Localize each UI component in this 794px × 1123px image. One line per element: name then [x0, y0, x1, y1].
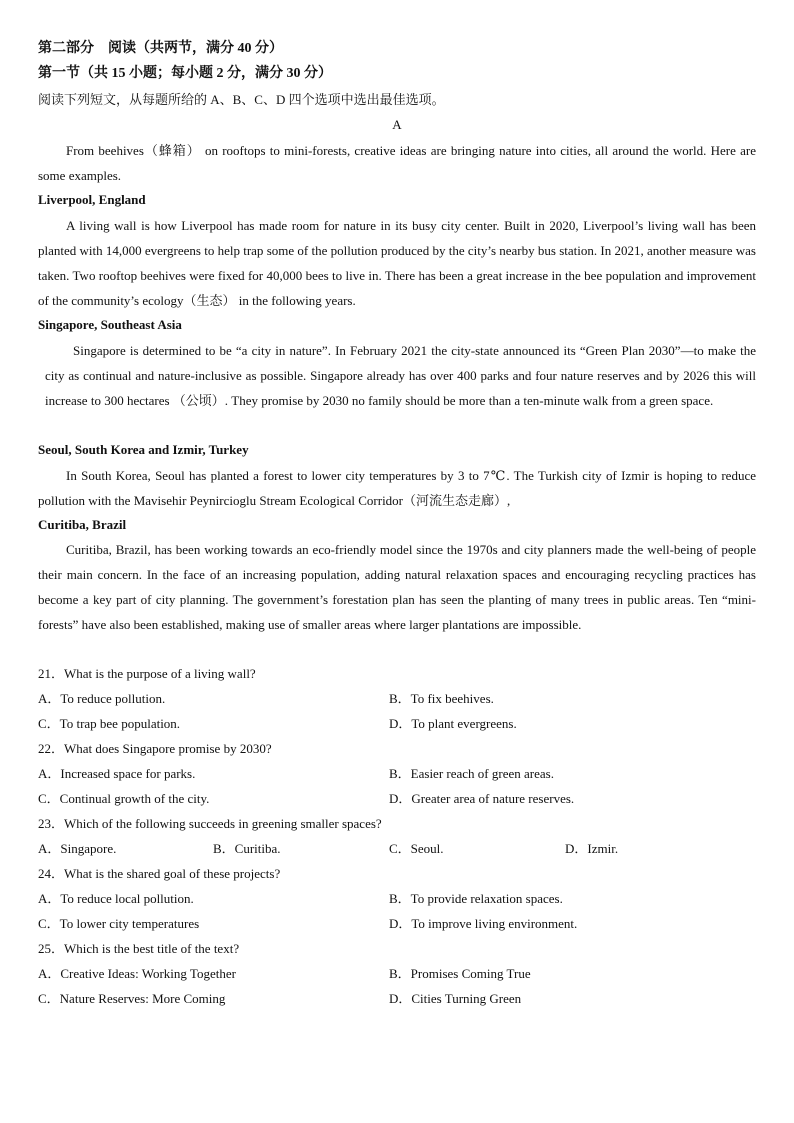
- passage-label: A: [392, 117, 402, 132]
- question-24-option-d[interactable]: D．To improve living environment.: [389, 916, 578, 931]
- question-24-stem: 24．What is the shared goal of these projects?: [38, 866, 281, 881]
- question-24-option-b[interactable]: B．To provide relaxation spaces.: [389, 891, 563, 906]
- question-22-option-d[interactable]: D．Greater area of nature reserves.: [389, 791, 575, 806]
- question-25-option-b[interactable]: B．Promises Coming True: [389, 966, 531, 981]
- question-23-option-a[interactable]: A．Singapore.: [38, 841, 117, 856]
- question-23-option-b[interactable]: B．Curitiba.: [213, 841, 281, 856]
- question-25-option-d[interactable]: D．Cities Turning Green: [389, 991, 522, 1006]
- question-24-option-c[interactable]: C．To lower city temperatures: [38, 916, 200, 931]
- question-22-option-b[interactable]: B．Easier reach of green areas.: [389, 766, 554, 781]
- section-heading-seoul-izmir: Seoul, South Korea and Izmir, Turkey: [38, 442, 249, 457]
- section-heading-singapore: Singapore, Southeast Asia: [38, 317, 182, 332]
- question-21-option-c[interactable]: C．To trap bee population.: [38, 716, 181, 731]
- section-heading: 第一节（共 15 小题；每小题 2 分，满分 30 分）: [38, 66, 332, 81]
- question-22-option-c[interactable]: C．Continual growth of the city.: [38, 791, 210, 806]
- question-21-option-d[interactable]: D．To plant evergreens.: [389, 716, 517, 731]
- intro-text: From beehives（蜂箱） on rooftops to mini-forests, creative ideas are bringing nature into cities, all around the world. Here are some examples.: [38, 143, 756, 183]
- question-22-option-a[interactable]: A．Increased space for parks.: [38, 766, 196, 781]
- section-body-liverpool: [38, 213, 756, 313]
- section-body-curitiba: [38, 537, 756, 637]
- liverpool-text: A living wall is how Liverpool has made room for nature in its busy city center. Built in 2020, Liverpool’s living wall has been planted with 14,000 evergreens to help trap some of the pollution produced by the city’s nearby bus station. In 2021, another measure was taken. Two rooftop beehives were fixed for 40,000 bees to live in. There has been a great increase in the bee population and improvement of the community’s ecology（生态） in the following years.: [38, 218, 756, 308]
- question-25-option-a[interactable]: A．Creative Ideas: Working Together: [38, 966, 236, 981]
- question-21-option-b[interactable]: B．To fix beehives.: [389, 691, 494, 706]
- section-heading-curitiba: Curitiba, Brazil: [38, 517, 127, 532]
- section-heading-liverpool: Liverpool, England: [38, 192, 146, 207]
- seoul-izmir-text: In South Korea, Seoul has planted a forest to lower city temperatures by 3 to 7℃. The Turkish city of Izmir is hoping to reduce pollution with the Mavisehir Peynircioglu Stream Ecological Corridor（河流生态走廊）,: [38, 468, 756, 508]
- question-23-stem: 23．Which of the following succeeds in greening smaller spaces?: [38, 816, 382, 831]
- question-24-option-a[interactable]: A．To reduce local pollution.: [38, 891, 194, 906]
- question-25-option-c[interactable]: C．Nature Reserves: More Coming: [38, 991, 226, 1006]
- question-22-stem: 22．What does Singapore promise by 2030?: [38, 741, 272, 756]
- question-23-option-d[interactable]: D．Izmir.: [565, 841, 619, 856]
- part-heading: 第二部分 阅读（共两节，满分 40 分）: [38, 41, 283, 56]
- section-body-seoul-izmir: [38, 463, 756, 513]
- question-21-option-a[interactable]: A．To reduce pollution.: [38, 691, 166, 706]
- section-body-singapore: [45, 338, 756, 413]
- question-25-stem: 25．Which is the best title of the text?: [38, 941, 240, 956]
- question-21-stem: 21．What is the purpose of a living wall?: [38, 666, 256, 681]
- passage-intro: [38, 138, 756, 188]
- instruction: 阅读下列短文，从每题所给的 A、B、C、D 四个选项中选出最佳选项。: [38, 92, 445, 107]
- singapore-text: Singapore is determined to be “a city in nature”. In February 2021 the city-state announced its “Green Plan 2030”—to make the city as continual and nature-inclusive as possible. Singapore already has over 400 parks and four nature reserves and by 2026 this will increase to 300 hectares （公顷）. They promise by 2030 no family should be more than a ten-minute walk from a green space.: [45, 343, 756, 408]
- curitiba-text: Curitiba, Brazil, has been working towards an eco-friendly model since the 1970s and city planners made the well-being of people their main concern. In the face of an increasing population, adding natural relaxation spaces and encouraging recycling practices has become a key part of city planning. The government’s forestation plan has seen the planting of many trees in public areas. Ten “mini-forests” have also been established, making use of smaller areas where larger plantations are impossible.: [38, 542, 756, 632]
- question-23-option-c[interactable]: C．Seoul.: [389, 841, 444, 856]
